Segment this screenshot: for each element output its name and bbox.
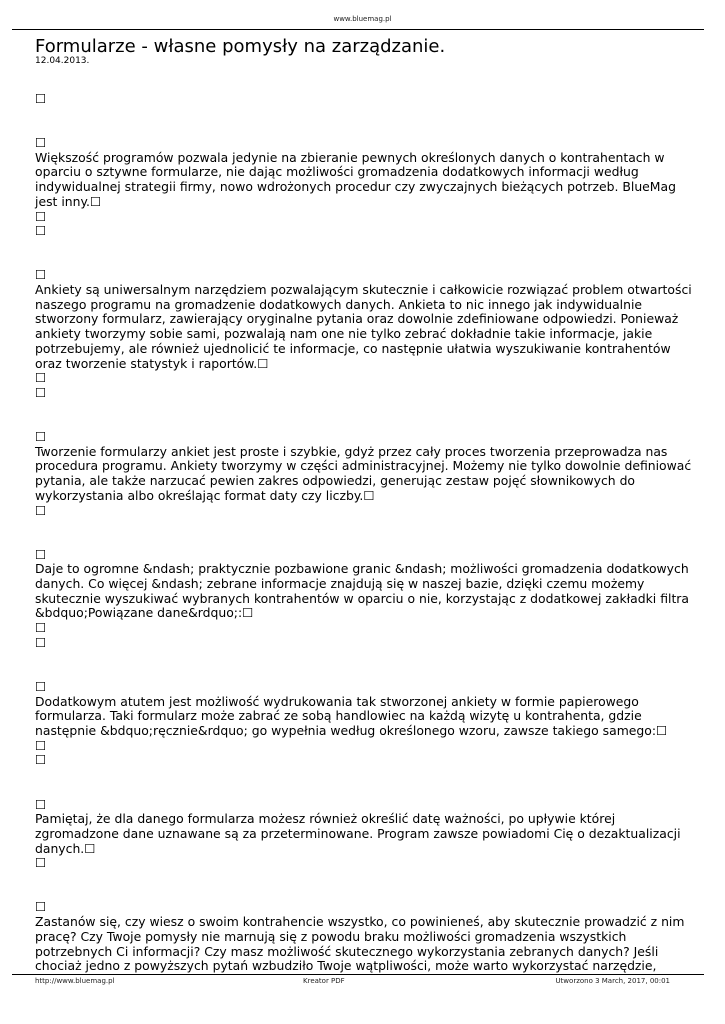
footer-site-link[interactable]: http://www.bluemag.pl	[35, 977, 115, 985]
spacer	[35, 401, 695, 416]
spacer	[35, 783, 695, 798]
checkbox-glyph: ☐	[257, 355, 269, 371]
checkbox-glyph: ☐	[35, 429, 47, 445]
paragraph	[35, 283, 695, 371]
paragraph	[35, 695, 695, 739]
checkbox-glyph: ☐	[35, 546, 47, 562]
footer-creator: Kreator PDF	[303, 977, 345, 985]
spacer	[35, 886, 695, 901]
paragraph-text: Daje to ogromne &ndash; praktycznie pozbawione granic &ndash; możliwości gromadzenia dodatkowych danych. Co więcej &ndash; zebrane informacje znajdują się w naszej bazie, dzięki czemu możemy skutecznie wyszukiwać wybranych kontrahentów w oparciu o nie, korzystając z dodatkowej zakładki filtra &bdquo;Powiązane dane&rdquo;:	[35, 561, 689, 621]
checkbox-glyph: ☐	[35, 208, 47, 224]
checkbox-glyph: ☐	[35, 135, 47, 151]
checkbox-glyph: ☐	[35, 267, 47, 283]
paragraph-text: Tworzenie formularzy ankiet jest proste i szybkie, gdyż przez cały proces tworzenia przeprowadza nas procedura programu. Ankiety tworzymy w części administracyjnej. Możemy nie tylko dowolnie definiować pytania, ale także narzucać pewien zakres odpowiedzi, generując zestaw pojęć słownikowych do wykorzystania albo określając format daty czy liczby.	[35, 443, 692, 503]
checkbox-glyph: ☐	[656, 723, 668, 739]
paragraph-text: Dodatkowym atutem jest możliwość wydrukowania tak stworzonej ankiety w formie papierowego formularza. Taki formularz może zabrać ze sobą handlowiec na każdą wizytę u kontrahenta, gdzie następnie &bdquo;ręcznie&rdquo; go wypełnia według określonego wzoru, zawsze takiego samego:	[35, 693, 657, 739]
checkbox-glyph: ☐	[35, 737, 47, 753]
checkbox-glyph: ☐	[35, 678, 47, 694]
checkbox-glyph: ☐	[35, 385, 47, 400]
paragraph-text: Pamiętaj, że dla danego formularza możesz również określić datę ważności, po upływie której zgromadzone dane uznawane są za przeterminowane. Program zawsze powiadomi Cię o dezaktualizacji danych.	[35, 811, 681, 856]
paragraph-text: Większość programów pozwala jedynie na zbieranie pewnych określonych danych o kontrahentach w oparciu o sztywne formularze, nie dając możliwości gromadzenia dodatkowych informacji według indywidualnej strategii firmy, nowo wdrożonych procedur czy zwyczajnych bieżących potrzeb. BlueMag jest inny.	[35, 149, 676, 209]
paragraph	[35, 812, 695, 856]
paragraph	[35, 915, 695, 974]
spacer	[35, 665, 695, 680]
spacer	[35, 518, 695, 533]
spacer	[35, 254, 695, 269]
checkbox-glyph: ☐	[89, 193, 102, 209]
spacer	[35, 121, 695, 136]
paragraph	[35, 445, 695, 504]
checkbox-glyph: ☐	[35, 752, 47, 768]
spacer	[35, 107, 695, 122]
checkbox-glyph: ☐	[363, 487, 375, 503]
article-date: 12.04.2013.	[35, 56, 90, 66]
checkbox-glyph: ☐	[35, 223, 47, 239]
paragraph	[35, 151, 695, 210]
article-body	[35, 92, 695, 974]
checkbox-glyph: ☐	[35, 620, 47, 636]
spacer	[35, 651, 695, 666]
checkbox-glyph: ☐	[35, 796, 47, 812]
footer-divider	[12, 974, 704, 975]
spacer	[35, 768, 695, 783]
spacer	[35, 871, 695, 886]
header-site-url: www.bluemag.pl	[333, 15, 392, 23]
paragraph	[35, 562, 695, 621]
checkbox-glyph: ☐	[84, 840, 96, 856]
page-title: Formularze - własne pomysły na zarządzanie.	[35, 36, 446, 57]
spacer	[35, 239, 695, 254]
spacer	[35, 415, 695, 430]
checkbox-glyph: ☐	[35, 370, 47, 386]
checkbox-glyph: ☐	[35, 855, 47, 871]
footer-created-date: Utworzono 3 March, 2017, 00:01	[555, 977, 670, 985]
checkbox-glyph: ☐	[35, 634, 47, 650]
checkbox-glyph: ☐	[35, 91, 47, 106]
checkbox-glyph: ☐	[35, 502, 47, 518]
checkbox-glyph: ☐	[242, 605, 254, 621]
checkbox-glyph: ☐	[35, 899, 47, 915]
paragraph-text: Ankiety są uniwersalnym narzędziem pozwalającym skutecznie i całkowicie rozwiązać problem otwartości naszego programu na gromadzenie dodatkowych danych. Ankieta to nic innego jak indywidualnie stworzony formularz, zawierający oryginalne pytania oraz dowolnie zdefiniowane odpowiedzi. Ponieważ ankiety tworzymy sobie sami, pozwalają nam one nie tylko zebrać dokładnie takie informacje, jakie potrzebujemy, ale również ujednolicić te informacje, co następnie ułatwia wyszukiwanie kontrahentów oraz tworzenie statystyk i raportów.	[35, 282, 692, 371]
header-divider	[12, 29, 704, 30]
paragraph-text: Zastanów się, czy wiesz o swoim kontrahencie wszystko, co powinieneś, aby skutecznie prowadzić z nim pracę? Czy Twoje pomysły nie marnują się z powodu braku możliwości gromadzenia wszystkich potrzebnych Ci informacji? Czy masz możliwość skutecznego wykorzystania zebranych danych? Jeśli chociaż jedno z powyższych pytań wzbudziło Twoje wątpliwości, może warto wykorzystać narzędzie,	[35, 914, 685, 974]
spacer	[35, 533, 695, 548]
